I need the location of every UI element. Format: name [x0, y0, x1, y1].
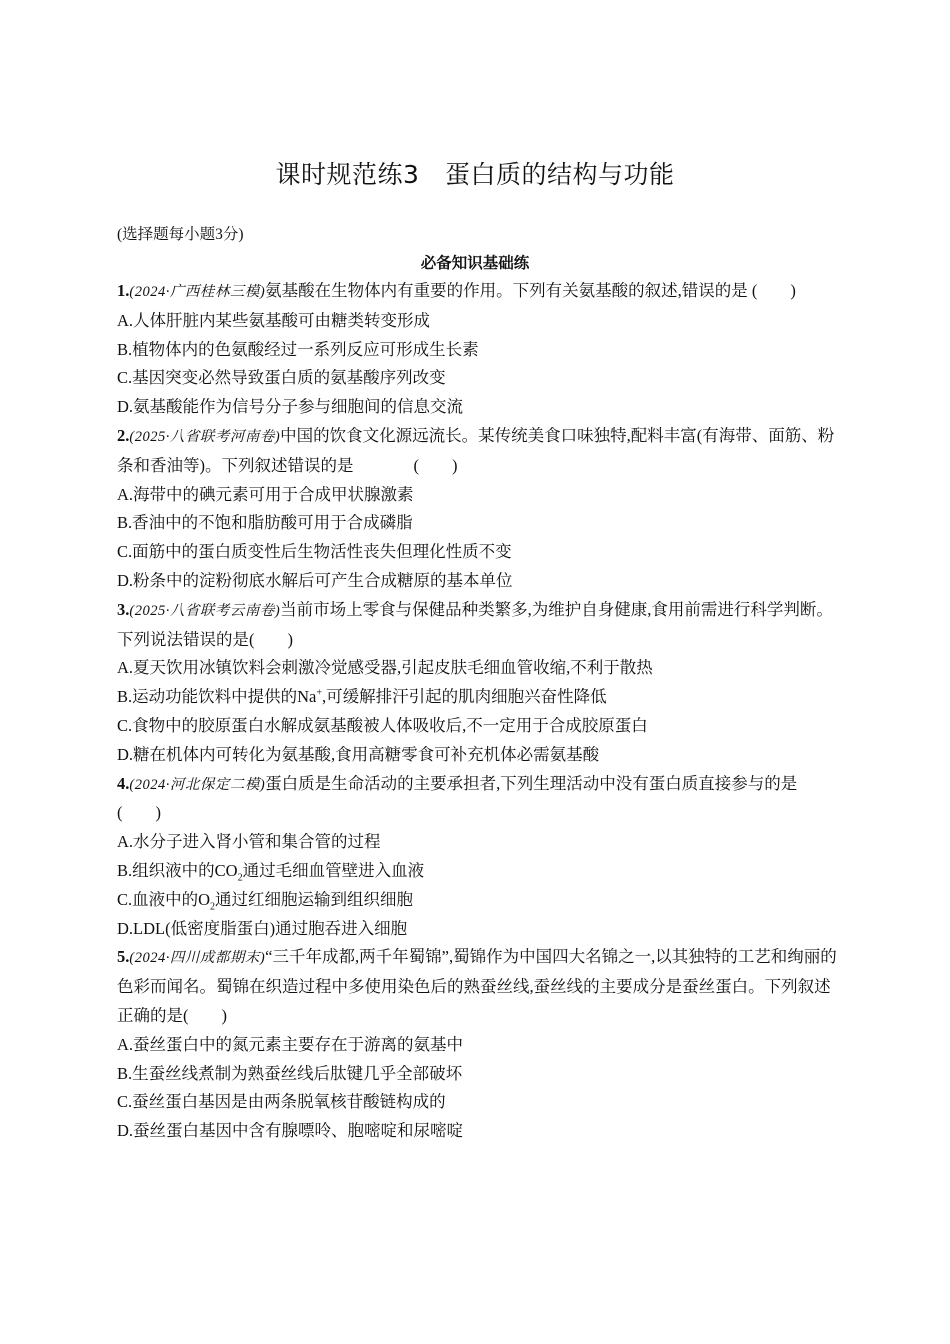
- option-a: A.蚕丝蛋白中的氮元素主要存在于游离的氨基中: [117, 1034, 464, 1054]
- question-stem: 1.(2024·广西桂林三模)氨基酸在生物体内有重要的作用。下列有关氨基酸的叙述,错误的是 ( ): [117, 281, 796, 300]
- option-d: D.蚕丝蛋白基因中含有腺嘌呤、胞嘧啶和尿嘧啶: [117, 1121, 464, 1141]
- page-title: 课时规范练3 蛋白质的结构与功能: [275, 160, 675, 189]
- question-stem: 2.(2025·八省联考河南卷)中国的饮食文化源远流长。某传统美食口味独特,配料丰富(有海带、面筋、粉条和香油等)。下列叙述错误的是 ( ): [117, 425, 835, 475]
- question-stem: 4.(2024·河北保定二模)蛋白质是生命活动的主要承担者,下列生理活动中没有蛋白质直接参与的是( ): [117, 773, 798, 823]
- question-list: [117, 277, 837, 1146]
- question-source: (2025·八省联考云南卷): [129, 602, 281, 619]
- option-a: A.海带中的碘元素可用于合成甲状腺激素: [117, 484, 414, 504]
- option-a: A.夏天饮用冰镇饮料会刺激冷觉感受器,引起皮肤毛细血管收缩,不利于散热: [117, 658, 653, 678]
- question-text: 氨基酸在生物体内有重要的作用。下列有关氨基酸的叙述,错误的是 ( ): [265, 281, 796, 300]
- option-b: B.香油中的不饱和脂肪酸可用于合成磷脂: [117, 513, 413, 533]
- question-2: [117, 422, 837, 596]
- question-number: 5: [117, 947, 126, 967]
- section-heading: 必备知识基础练: [420, 254, 530, 272]
- option-c: C.血液中的$O_2$通过红细胞运输到组织细胞: [117, 889, 414, 913]
- question-text: 蛋白质是生命活动的主要承担者,下列生理活动中没有蛋白质直接参与的是( ): [117, 773, 798, 823]
- option-b: B.生蚕丝线煮制为熟蚕丝线后肽键几乎全部破坏: [117, 1063, 463, 1083]
- question-1: [117, 277, 837, 422]
- option-d: D.粉条中的淀粉彻底水解后可产生合成糖原的基本单位: [117, 570, 513, 590]
- answer-blank: ( ): [413, 455, 458, 475]
- question-stem: 3.(2025·八省联考云南卷)当前市场上零食与保健品种类繁多,为维护自身健康,食用前需进行科学判断。下列说法错误的是( ): [117, 599, 833, 649]
- question-text: “三千年成都,两千年蜀锦”,蜀锦作为中国四大名锦之一,以其独特的工艺和绚丽的色彩而闻名。蜀锦在织造过程中多使用染色后的熟蚕丝线,蚕丝线的主要成分是蚕丝蛋白。下列叙述正确的是( ): [117, 947, 837, 1025]
- option-d: D.LDL(低密度脂蛋白)通过胞吞进入细胞: [117, 918, 408, 938]
- question-number: 3: [117, 599, 126, 619]
- option-c: C.蚕丝蛋白基因是由两条脱氧核苷酸链构成的: [117, 1092, 446, 1112]
- question-source: (2024·河北保定二模): [129, 776, 266, 793]
- option-b: B.植物体内的色氨酸经过一系列反应可形成生长素: [117, 339, 479, 359]
- scoring-note: (选择题每小题3分): [117, 226, 244, 243]
- question-number: 2: [117, 425, 126, 445]
- option-c: C.食物中的胶原蛋白水解成氨基酸被人体吸收后,不一定用于合成胶原蛋白: [117, 715, 648, 735]
- question-source: (2025·八省联考河南卷): [129, 428, 281, 445]
- question-3: [117, 596, 837, 770]
- question-number: 1: [117, 281, 126, 300]
- question-stem: 5.(2024·四川成都期末)“三千年成都,两千年蜀锦”,蜀锦作为中国四大名锦之一,以其独特的工艺和绚丽的色彩而闻名。蜀锦在织造过程中多使用染色后的熟蚕丝线,蚕丝线的主要成分是蚕丝蛋白。下列叙述正确的是( ): [117, 947, 837, 1025]
- question-5: [117, 943, 837, 1146]
- question-source: (2024·四川成都期末): [129, 950, 266, 967]
- option-a: A.人体肝脏内某些氨基酸可由糖类转变形成: [117, 310, 431, 330]
- option-b: B.运动功能饮料中提供的Na+,可缓解排汗引起的肌肉细胞兴奋性降低: [117, 687, 607, 707]
- option-d: D.氨基酸能作为信号分子参与细胞间的信息交流: [117, 397, 464, 417]
- question-source: (2024·广西桂林三模): [129, 284, 266, 300]
- option-d: D.糖在机体内可转化为氨基酸,食用高糖零食可补充机体必需氨基酸: [117, 744, 600, 764]
- option-c: C.面筋中的蛋白质变性后生物活性丧失但理化性质不变: [117, 542, 512, 562]
- question-4: [117, 770, 837, 944]
- option-c: C.基因突变必然导致蛋白质的氨基酸序列改变: [117, 368, 446, 388]
- question-number: 4: [117, 773, 126, 793]
- question-text: 当前市场上零食与保健品种类繁多,为维护自身健康,食用前需进行科学判断。下列说法错误的是( ): [117, 599, 833, 649]
- option-b: B.组织液中的$CO_2$通过毛细血管壁进入血液: [117, 860, 425, 884]
- question-text: 中国的饮食文化源远流长。某传统美食口味独特,配料丰富(有海带、面筋、粉条和香油等)。下列叙述错误的是: [117, 425, 835, 475]
- option-a: A.水分子进入肾小管和集合管的过程: [117, 832, 381, 852]
